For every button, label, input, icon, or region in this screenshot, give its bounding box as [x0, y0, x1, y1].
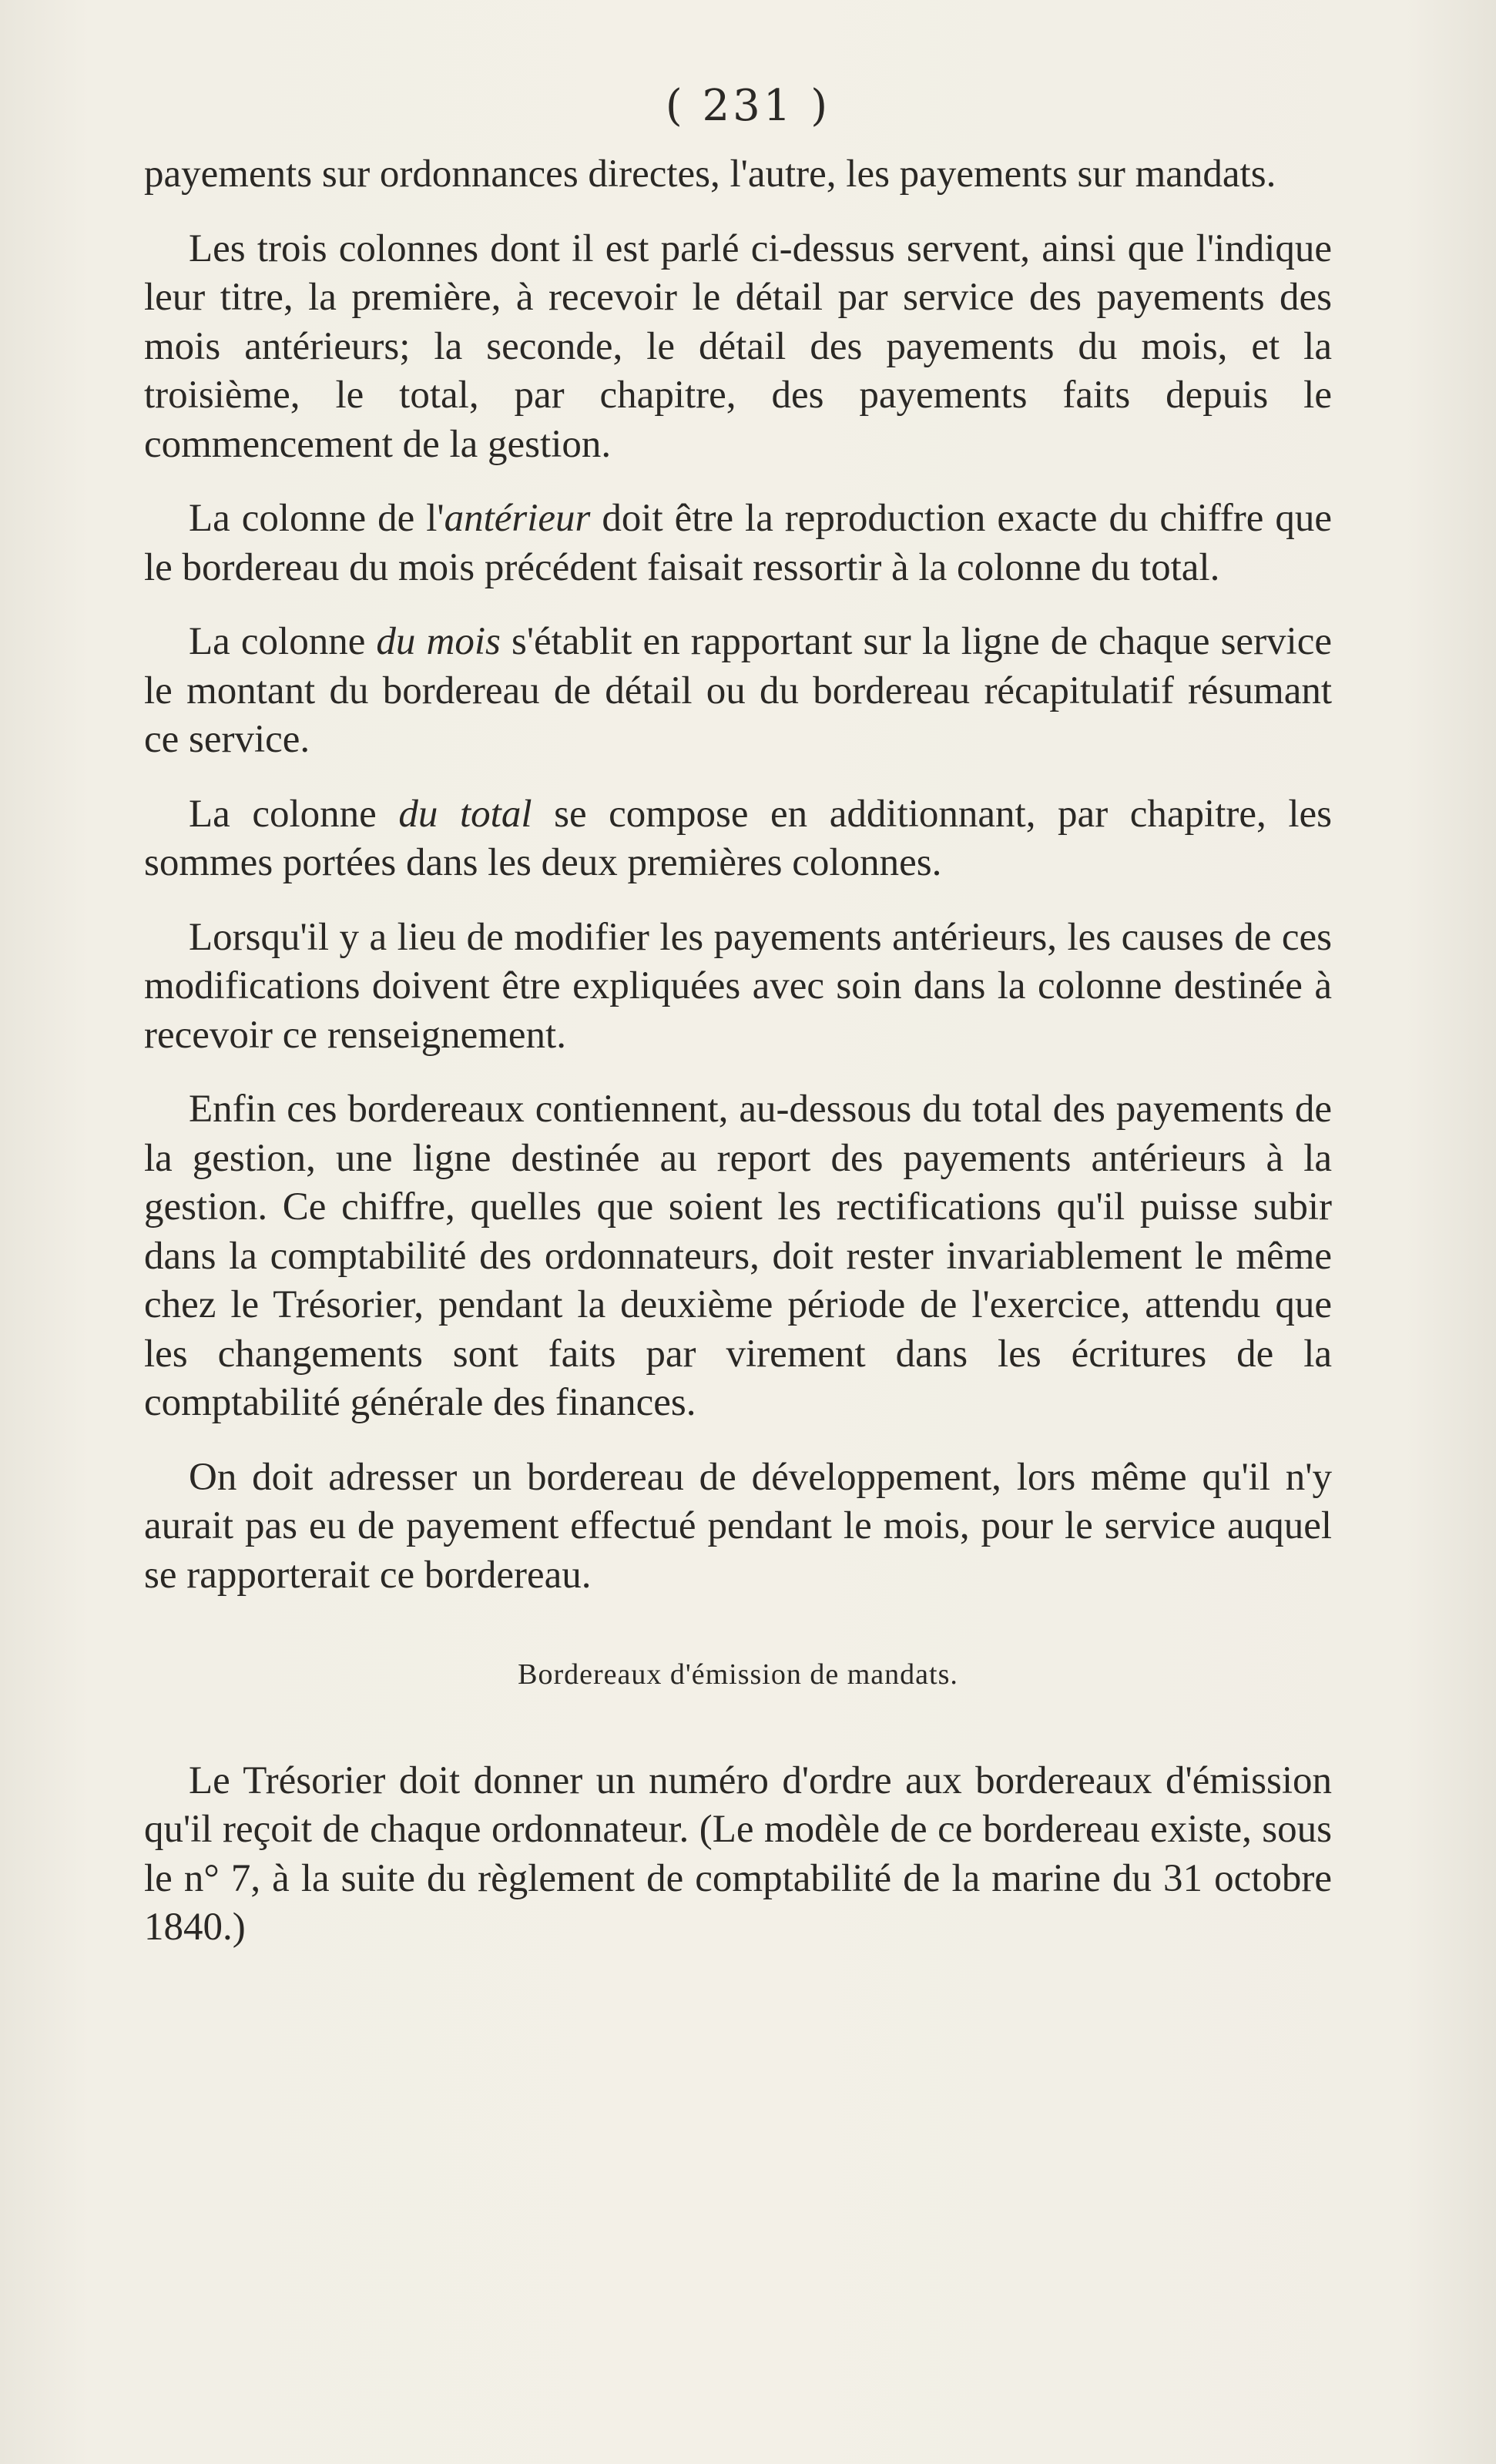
- paragraph-modifications: Lorsqu'il y a lieu de modifier les payements antérieurs, les causes de ces modifications doivent être expliquées avec soin dans la colonne destinée à recevoir ce renseignement.: [144, 915, 1332, 1057]
- paragraph-numero-ordre: Le Trésorier doit donner un numéro d'ordre aux bordereaux d'émission qu'il reçoit de chaque ordonnateur. (Le modèle de ce bordereau existe, sous le n° 7, à la suite du règlement de comptabilité de la marine du 31 octobre 1840.): [144, 1758, 1332, 1949]
- italic-term: antérieur: [444, 497, 591, 540]
- paragraph-report-line: Enfin ces bordereaux contiennent, au-dessous du total des payements de la gestion, une ligne destinée au report des payements antérieurs à la gestion. Ce chiffre, quelles que soient les rectifications qu'il puisse subir dans la comptabilité des ordonnateurs, doit rester invariablement le même chez le Trésorier, pendant la deuxième période de l'exercice, attendu que les changements sont faits par virement dans les écritures de la comptabilité générale des finances.: [144, 1088, 1332, 1424]
- paragraph-du-mois-column: [144, 618, 1332, 765]
- paragraph-text: se compose en additionnant, par chapitre, les sommes portées dans les deux premières colonnes.: [144, 792, 1332, 884]
- page-number: ( 231 ): [665, 81, 831, 131]
- italic-term: du mois: [376, 620, 501, 663]
- italic-term: du total: [398, 792, 532, 836]
- paragraph-text: La colonne: [189, 792, 399, 836]
- paragraph-continuation: payements sur ordonnances directes, l'autre, les payements sur mandats.: [144, 153, 1276, 196]
- section-heading: Bordereaux d'émission de mandats.: [518, 1658, 958, 1691]
- paragraph-text: s'établit en rapportant sur la ligne de chaque service le montant du bordereau de détail ou du bordereau récapitulatif résumant ce service.: [144, 620, 1332, 761]
- paragraph-anterieur-column: [144, 494, 1332, 592]
- paragraph-developpement: On doit adresser un bordereau de développement, lors même qu'il n'y aurait pas eu de payement effectué pendant le mois, pour le service auquel se rapporterait ce bordereau.: [144, 1455, 1332, 1597]
- paragraph-text: La colonne: [189, 620, 377, 663]
- paragraph-du-total-column: [144, 790, 1332, 888]
- paragraph-text: La colonne de l': [189, 497, 444, 540]
- paragraph-three-columns: Les trois colonnes dont il est parlé ci-dessus servent, ainsi que l'indique leur titre, la première, à recevoir le détail par service des payements des mois antérieurs; la seconde, le détail des payements du mois, et la troisième, le total, par chapitre, des payements faits depuis le commencement de la gestion.: [144, 226, 1332, 466]
- body-text: [144, 150, 1332, 1953]
- paragraph-text: doit être la reproduction exacte du chiffre que le bordereau du mois précédent faisait ressortir à la colonne du total.: [144, 497, 1332, 589]
